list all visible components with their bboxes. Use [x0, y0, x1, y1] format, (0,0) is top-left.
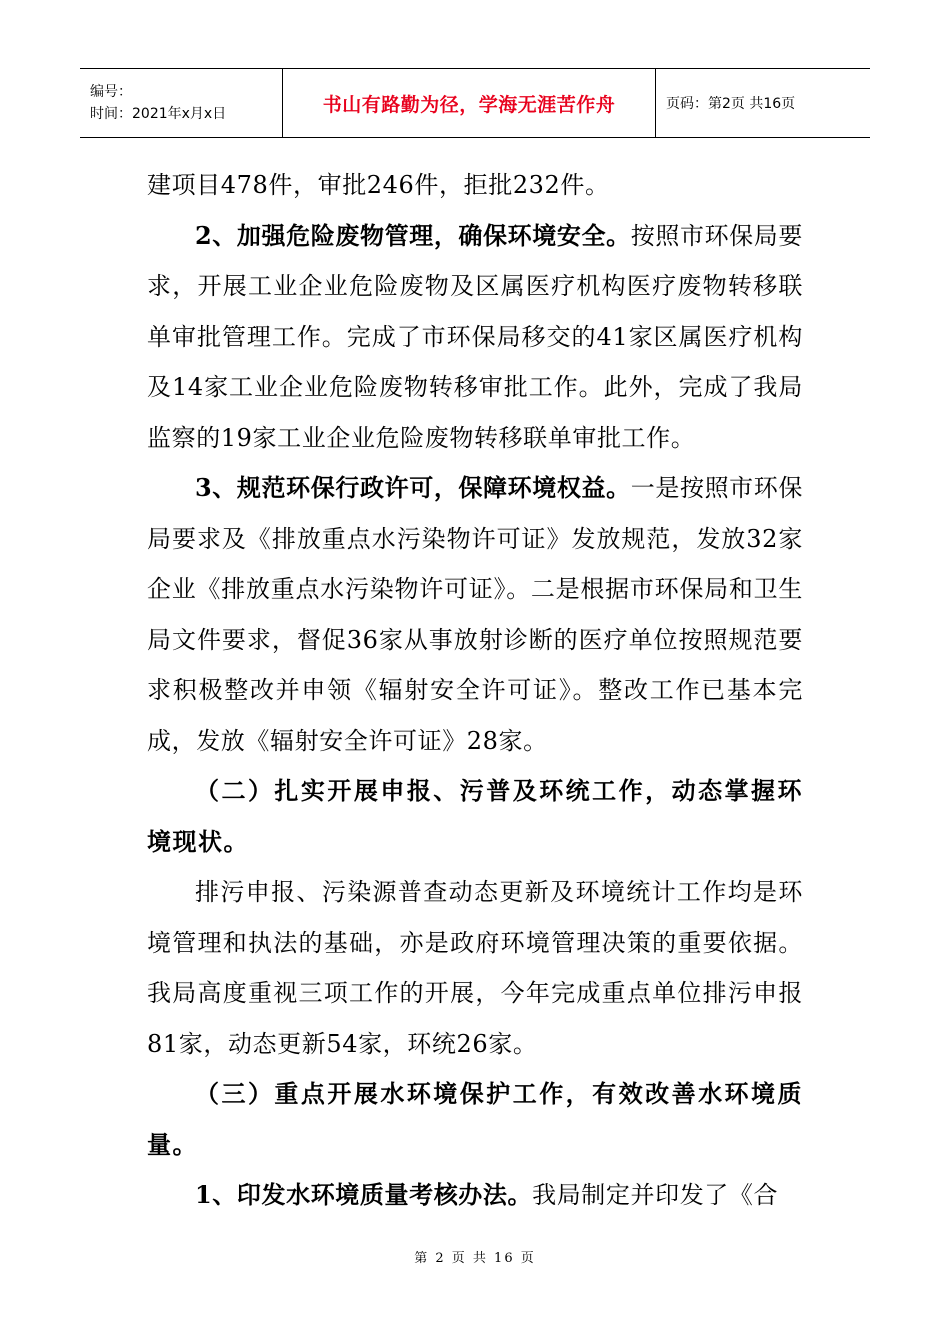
paragraph-continuation: 建项目478件，审批246件，拒批232件。: [147, 171, 610, 199]
header-page-info: 页码：第2页 共16页: [666, 96, 796, 112]
paragraph-hazardous-waste: [147, 211, 803, 464]
paragraph-text: 一是按照市环保局要求及《排放重点水污染物许可证》发放规范，发放32家企业《排放重点水污染物许可证》。二是根据市环保局和卫生局文件要求，督促36家从事放射诊断的医疗单位按照规范要求积极整改并申领《辐射安全许可证》。整改工作已基本完成，发放《辐射安全许可证》28家。: [147, 474, 804, 755]
page-header: [80, 68, 870, 138]
header-motto-cell: [282, 69, 656, 137]
header-meta: [80, 69, 282, 137]
document-number-label: 编号：: [90, 84, 132, 100]
section-heading-3: （三）重点开展水环境保护工作，有效改善水环境质量。: [147, 1079, 803, 1159]
page-footer: 第 2 页 共 16 页: [414, 1251, 536, 1266]
paragraph-permits: [147, 463, 803, 766]
paragraph-lead-bold: 1、印发水环境质量考核办法。: [195, 1180, 533, 1209]
header-page-cell: [656, 69, 870, 137]
paragraph-water-assessment: [147, 1170, 803, 1221]
paragraph-text: 我局制定并印发了《合: [532, 1181, 779, 1209]
document-body: [147, 160, 803, 1221]
paragraph-declaration: 排污申报、污染源普查动态更新及环境统计工作均是环境管理和执法的基础，亦是政府环境管理决策的重要依据。我局高度重视三项工作的开展，今年完成重点单位排污申报81家，动态更新54家，环统26家。: [147, 878, 803, 1058]
paragraph-lead-bold: 2、加强危险废物管理，确保环境安全。: [195, 220, 631, 250]
header-motto: 书山有路勤为径，学海无涯苦作舟: [322, 93, 616, 116]
document-time-label: 时间：2021年x月x日: [90, 106, 227, 122]
paragraph-lead-bold: 3、规范环保行政许可，保障环境权益。: [195, 473, 631, 502]
paragraph-text: 按照市环保局要求，开展工业企业危险废物及区属医疗机构医疗废物转移联单审批管理工作。完成了市环保局移交的41家区属医疗机构及14家工业企业危险废物转移审批工作。此外，完成了我局监察的19家工业企业危险废物转移联单审批工作。: [147, 221, 804, 452]
section-heading-2: （二）扎实开展申报、污普及环统工作，动态掌握环境现状。: [147, 776, 803, 856]
